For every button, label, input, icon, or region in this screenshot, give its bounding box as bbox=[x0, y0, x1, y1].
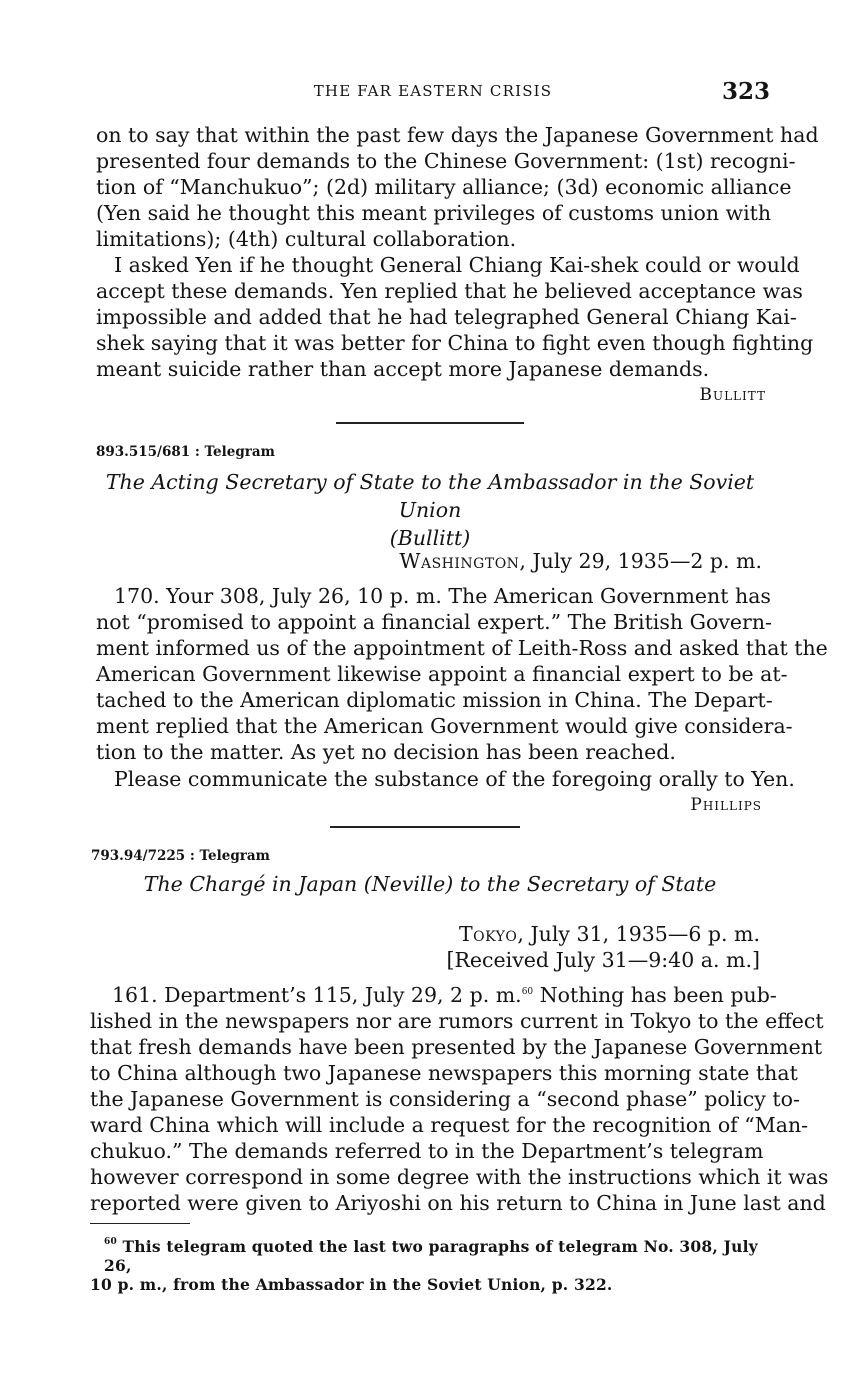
paragraph-170 bbox=[96, 583, 828, 765]
text-line: tion of “Manchukuo”; (2d) military alliance; (3d) economic alliance bbox=[96, 175, 792, 199]
text-line: tion to the matter. As yet no decision has been reached. bbox=[96, 740, 676, 764]
dateline-place: Tokyo bbox=[458, 922, 518, 946]
continuation-paragraph bbox=[96, 122, 819, 252]
text-line: not “promised to appoint a financial expert.” The British Govern- bbox=[96, 610, 772, 634]
text-line: reported were given to Ariyoshi on his return to China in June last and bbox=[90, 1191, 826, 1215]
text-line: ment informed us of the appointment of Leith-Ross and asked that the bbox=[96, 636, 828, 660]
footnote bbox=[90, 1237, 760, 1294]
dateline-date: , July 29, 1935—2 p. m. bbox=[519, 549, 762, 573]
signature-phillips: Phillips bbox=[690, 795, 762, 815]
text-line: chukuo.” The demands referred to in the Department’s telegram bbox=[90, 1139, 764, 1163]
text-line: 170. Your 308, July 26, 10 p. m. The American Government has bbox=[114, 584, 771, 608]
dateline-place: Washington bbox=[399, 549, 520, 573]
text-line: meant suicide rather than accept more Japanese demands. bbox=[96, 357, 710, 381]
text-line: (Yen said he thought this meant privileges of customs union with bbox=[96, 201, 772, 225]
section-divider bbox=[330, 826, 520, 828]
text-line: accept these demands. Yen replied that he believed acceptance was bbox=[96, 279, 803, 303]
text-line: on to say that within the past few days the Japanese Government had bbox=[96, 123, 819, 147]
document-reference: 793.94/7225 : Telegram bbox=[91, 848, 270, 864]
running-title: THE FAR EASTERN CRISIS bbox=[313, 82, 553, 100]
paragraph-asked-yen bbox=[96, 252, 814, 382]
text-line: the Japanese Government is considering a “second phase” policy to- bbox=[90, 1087, 800, 1111]
page-number: 323 bbox=[721, 78, 770, 105]
document-caption bbox=[80, 870, 780, 898]
text-line: that fresh demands have been presented by the Japanese Government bbox=[90, 1035, 823, 1059]
text-line: impossible and added that he had telegraphed General Chiang Kai- bbox=[96, 305, 797, 329]
caption-line: The Chargé in Japan (Neville) to the Secretary of State bbox=[143, 872, 717, 896]
text-line bbox=[90, 982, 777, 1008]
signature-bullitt: Bullitt bbox=[699, 385, 766, 405]
text-line: ment replied that the American Government would give considera- bbox=[96, 714, 793, 738]
footnote-reference[interactable]: 60 bbox=[521, 987, 534, 997]
footnote-rule bbox=[90, 1223, 190, 1224]
text-line: Please communicate the substance of the foregoing orally to Yen. bbox=[114, 767, 795, 791]
document-reference: 893.515/681 : Telegram bbox=[96, 444, 275, 460]
dateline-date: , July 31, 1935—6 p. m. bbox=[517, 922, 760, 946]
paragraph-161 bbox=[90, 982, 829, 1216]
text-line: tached to the American diplomatic mission in China. The Depart- bbox=[96, 688, 773, 712]
text-line: limitations); (4th) cultural collaboration. bbox=[96, 227, 517, 251]
text-line: shek saying that it was better for China to fight even though fighting bbox=[96, 331, 814, 355]
text-line: I asked Yen if he thought General Chiang Kai-shek could or would bbox=[114, 253, 800, 277]
footnote-marker: 60 bbox=[104, 1237, 117, 1247]
text-line: to China although two Japanese newspapers this morning state that bbox=[90, 1061, 798, 1085]
text-segment: Nothing has been pub- bbox=[539, 983, 777, 1007]
text-line: ward China which will include a request for the recognition of “Man- bbox=[90, 1113, 809, 1137]
document-caption bbox=[80, 468, 780, 552]
footnote-text: This telegram quoted the last two paragraphs of telegram No. 308, July 26, bbox=[104, 1237, 758, 1275]
text-line: presented four demands to the Chinese Government: (1st) recogni- bbox=[96, 149, 796, 173]
received-line: [Received July 31—9:40 a. m.] bbox=[446, 948, 760, 972]
dateline bbox=[399, 548, 762, 574]
text-line: however correspond in some degree with the instructions which it was bbox=[90, 1165, 829, 1189]
paragraph-please-communicate bbox=[114, 766, 795, 792]
text-line: lished in the newspapers nor are rumors current in Tokyo to the effect bbox=[90, 1009, 824, 1033]
footnote-text: 10 p. m., from the Ambassador in the Soviet Union, p. 322. bbox=[90, 1275, 613, 1294]
caption-line: The Acting Secretary of State to the Ambassador in the Soviet Union bbox=[105, 470, 755, 522]
dateline bbox=[446, 921, 760, 973]
text-segment: 161. Department’s 115, July 29, 2 p. m. bbox=[112, 983, 522, 1007]
caption-line: (Bullitt) bbox=[389, 526, 471, 550]
page-header bbox=[96, 78, 770, 108]
section-divider bbox=[336, 422, 524, 424]
text-line: American Government likewise appoint a financial expert to be at- bbox=[96, 662, 788, 686]
